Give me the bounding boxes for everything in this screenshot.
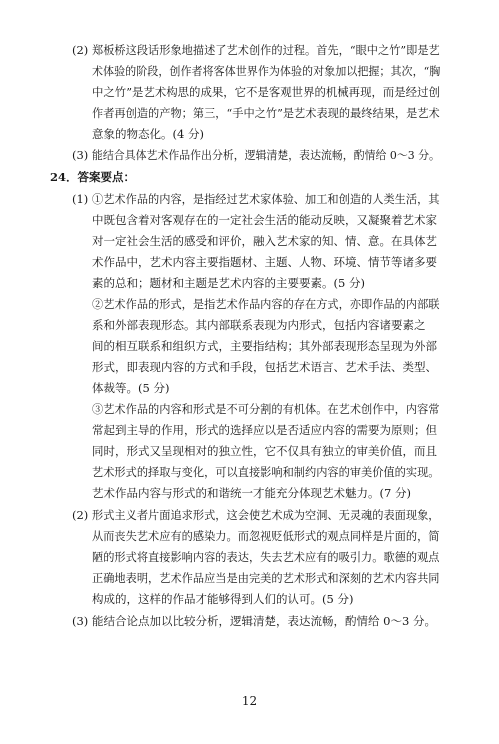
item-number: (3): [72, 614, 89, 628]
text-line: 系和外部表现形态。其内部联系表现为内形式，包括内容诸要素之: [92, 318, 426, 332]
text-line: 体裁等。(5 分): [92, 381, 170, 395]
text-line: 艺术形式的择取与变化，可以直接影响和制约内容的审美价值的实现。: [92, 465, 440, 479]
text-line: ②艺术作品的形式，是指艺术作品内容的存在方式，亦即作品的内部联: [92, 297, 440, 311]
text-line: 艺术作品内容与形式的和谐统一才能充分体现艺术魅力。(7 分): [92, 486, 411, 500]
item-number: (3): [72, 148, 89, 162]
text-line: 素的总和；题材和主题是艺术内容的主要要素。(5 分): [92, 276, 365, 290]
text-line: 对一定社会生活的感受和评价，融入艺术家的知、情、意。在具体艺: [92, 234, 437, 248]
text-line: 郑板桥这段话形象地描述了艺术创作的过程。首先，“眼中之竹”即是艺: [92, 43, 440, 57]
item-number: (1): [72, 192, 89, 206]
item-number: (2): [72, 43, 89, 57]
text-line: 间的相互联系和组织方式，主要指结构；其外部表现形态呈现为外部: [92, 339, 437, 353]
text-line: 陋的形式将直接影响内容的表达，失去艺术应有的吸引力。歌德的观点: [92, 550, 440, 564]
text-line: 常起到主导的作用，形式的选择应以是否适应内容的需要为原则；但: [92, 423, 437, 437]
text-line: 中之竹”是艺术构思的成果，它不是客观世界的机械再现，而是经过创: [92, 85, 440, 99]
question-heading: 24．答案要点：: [50, 170, 136, 184]
text-line: 正确地表明，艺术作品应当是由完美的艺术形式和深刻的艺术内容共同: [92, 571, 440, 585]
text-line: 能结合具体艺术作品作出分析，逻辑清楚，表达流畅，酌情给 0～3 分。: [92, 148, 440, 162]
text-line: ③艺术作品的内容和形式是不可分割的有机体。在艺术创作中，内容常: [92, 402, 440, 416]
text-line: 同时，形式又呈现相对的独立性，它不仅具有独立的审美价值，而且: [92, 444, 437, 458]
text-line: 中既包含着对客观存在的一定社会生活的能动反映，又凝聚着艺术家: [92, 213, 437, 227]
text-line: 形式主义者片面追求形式，这会使艺术成为空洞、无灵魂的表面现象，: [92, 508, 440, 522]
text-line: 从而丧失艺术应有的感染力。而忽视贬低形式的观点同样是片面的，简: [92, 529, 440, 543]
text-line: 意象的物态化。(4 分): [92, 127, 204, 141]
text-line: 术体验的阶段，创作者将客体世界作为体验的对象加以把握；其次，“胸: [92, 64, 441, 78]
text-line: 构成的，这样的作品才能够得到人们的认可。(5 分): [92, 592, 354, 606]
text-line: ①艺术作品的内容，是指经过艺术家体验、加工和创造的人类生活，其: [92, 192, 440, 206]
text-line: 作者再创造的产物；第三，“手中之竹”是艺术表现的最终结果，是艺术: [92, 106, 440, 120]
text-line: 术作品中，艺术内容主要指题材、主题、人物、环境、情节等诸多要: [92, 255, 437, 269]
page-number: 12: [241, 694, 258, 708]
text-line: 能结合论点加以比较分析，逻辑清楚，表达流畅，酌情给 0～3 分。: [92, 614, 436, 628]
item-number: (2): [72, 508, 89, 522]
text-line: 形式，即表现内容的方式和手段，包括艺术语言、艺术手法、类型、: [92, 360, 437, 374]
